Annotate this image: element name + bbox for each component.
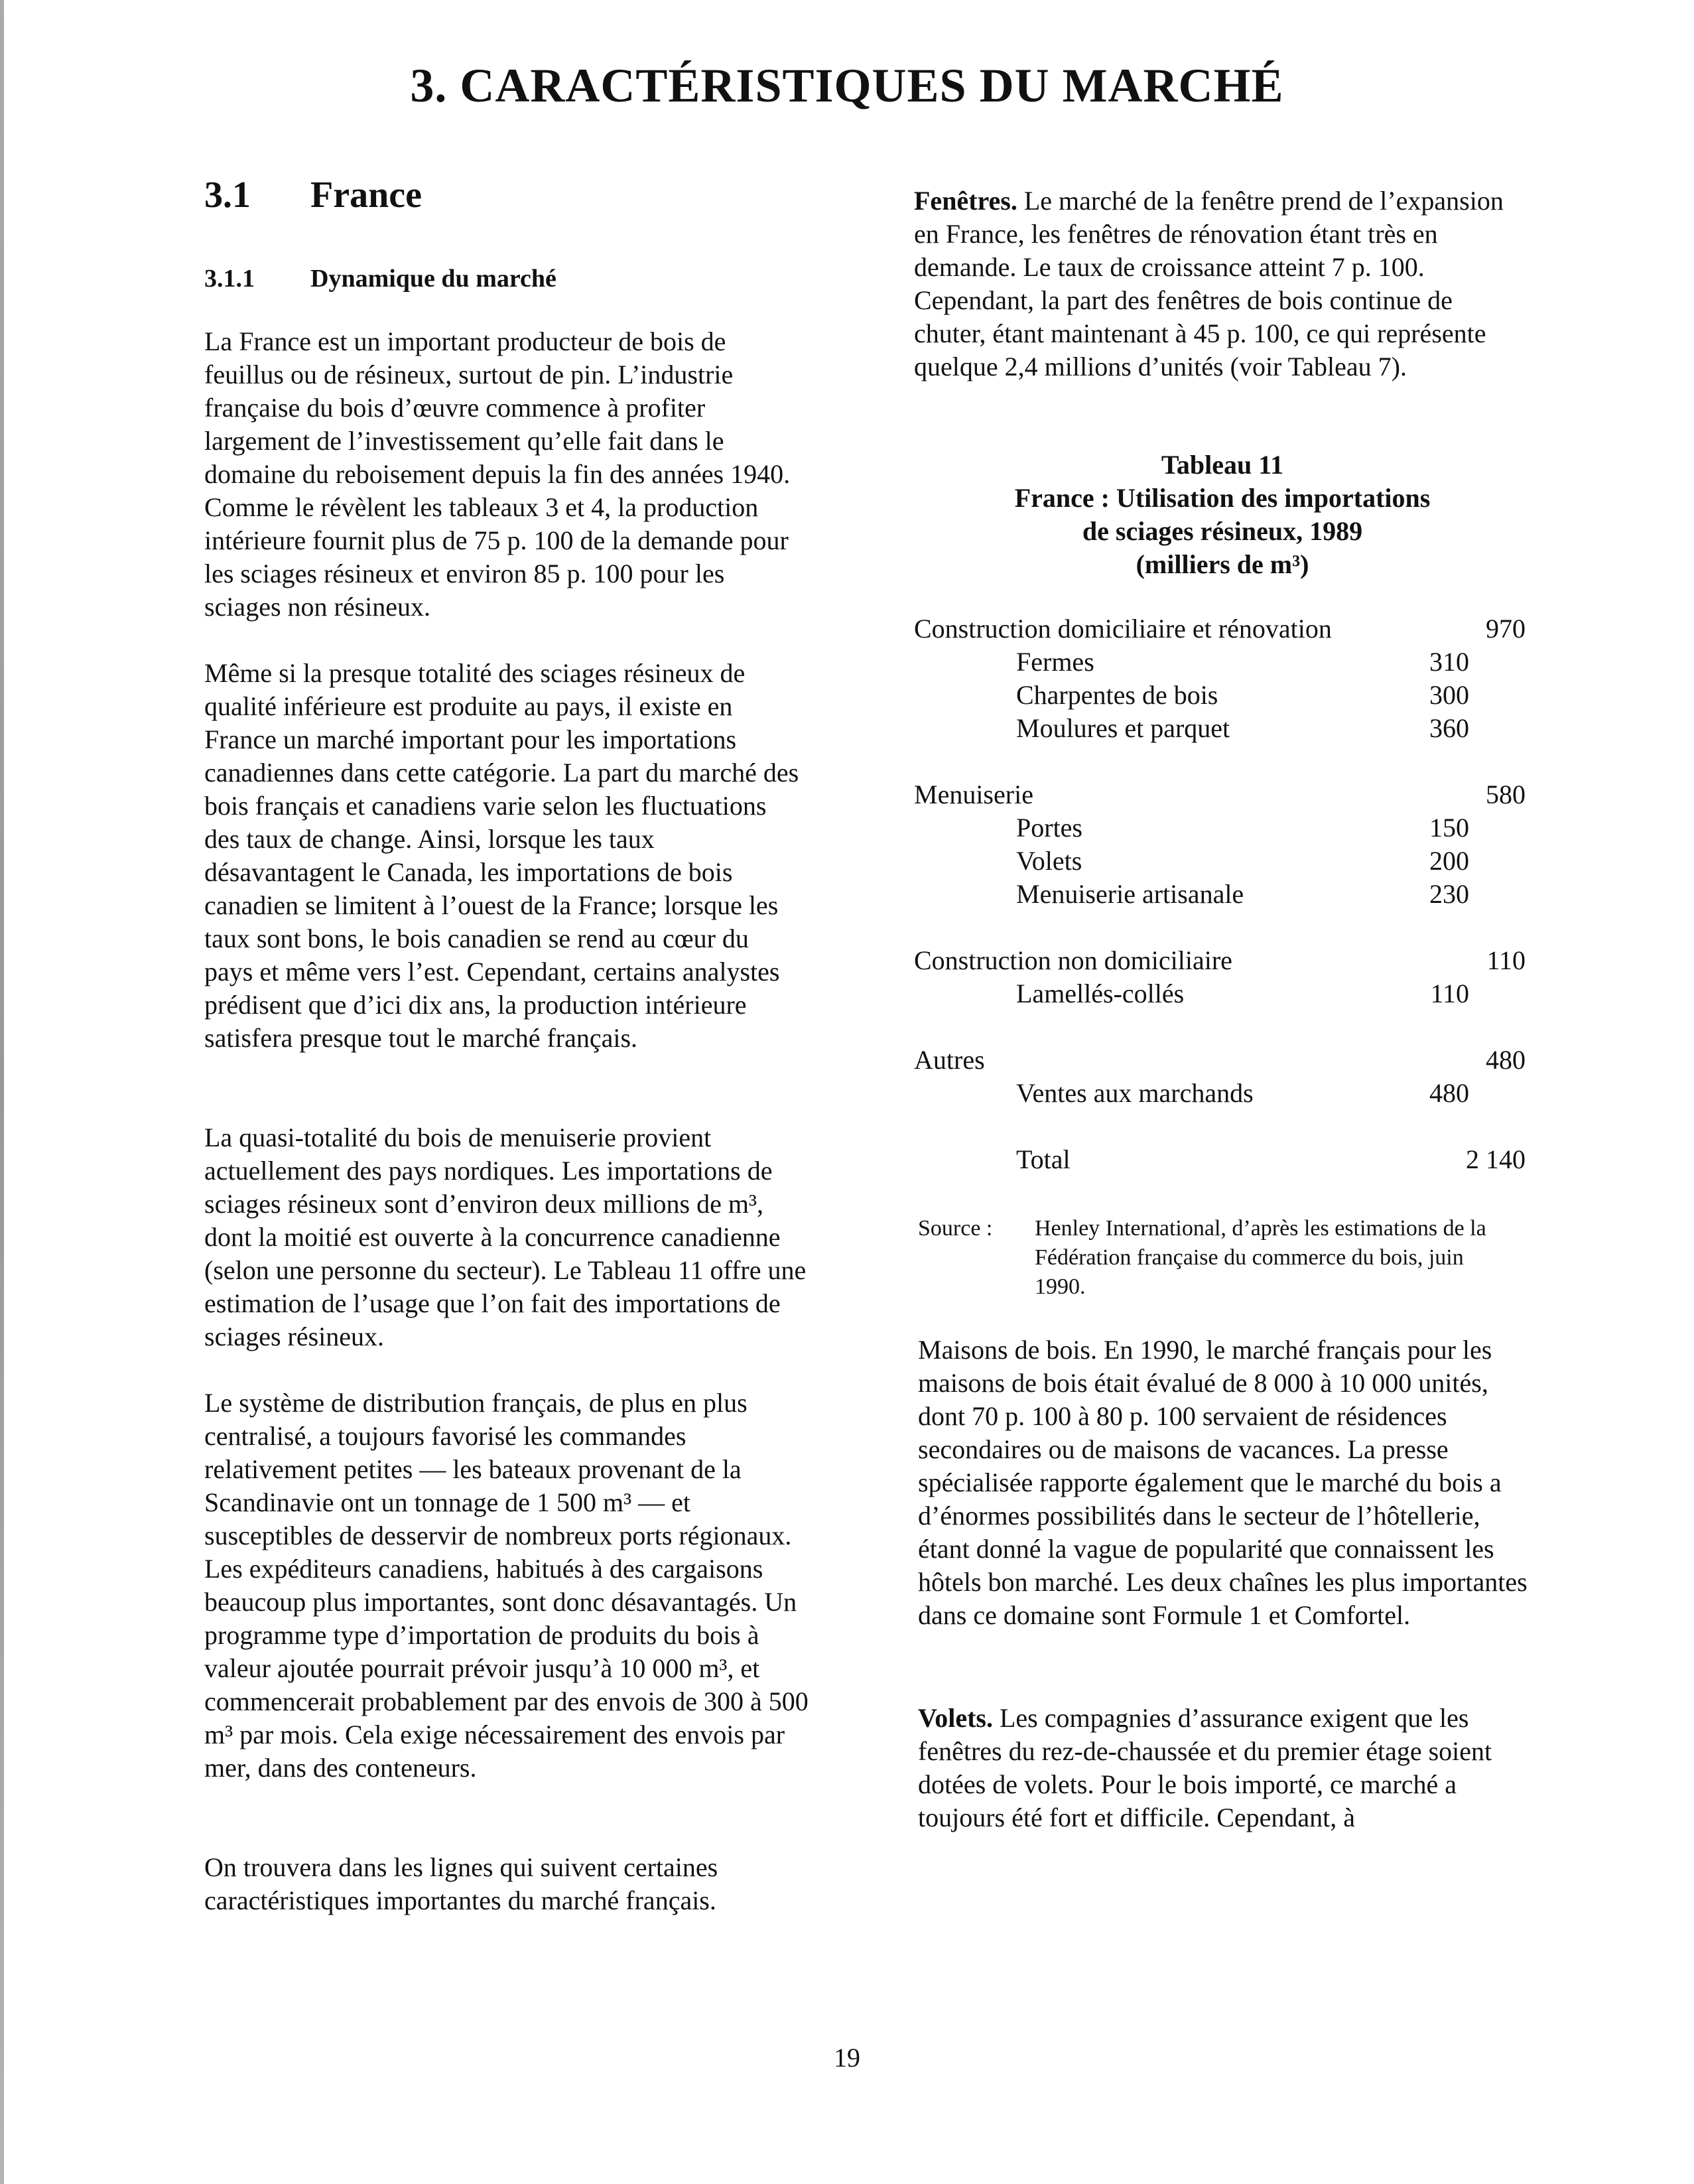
table-caption-line-1: Tableau 11 [1161,450,1284,480]
maisons-text: En 1990, le marché français pour les maisons de bois était évalué de 8 000 à 10 000 unités, dont 70 p. 100 à 80 p. 100 servaient de résidences secondaires ou de maisons de vacances. La presse spécialisée rapporte également que le marché du bois a d’énormes possibilités dans le secteur de l’hôtellerie, étant donné la vague de popularité que connaissent les hôtels bon marché. Les deux chaînes les plus importantes dans ce domaine sont Formule 1 et Comfortel. [918,1335,1528,1630]
table-row-label: Menuiserie [914,780,1033,809]
paragraph-volets [918,1702,1528,1834]
page-number: 19 [834,2043,860,2073]
source-label: Source : [918,1216,993,1241]
subsection-number: 3.1.1 [204,265,255,293]
table-row-label: Ventes aux marchands [1016,1078,1254,1108]
table-row-value: 580 [1486,780,1526,809]
volets-lead: Volets. [918,1703,993,1733]
paragraph-menuiserie: La quasi-totalité du bois de menuiserie provient actuellement des pays nordiques. Les importations de sciages résineux sont d’environ deux millions de m³, dont la moitié est ouverte à la concurrence canadienne (selon une personne du secteur). Le Tableau 11 offre une estimation de l’usage que l’on fait des importations de sciages résineux. [204,1123,807,1351]
table-caption-line-3: de sciages résineux, 1989 [1082,516,1363,546]
paragraph-fenetres [914,184,1531,383]
table-row-value: 110 [1430,979,1469,1008]
table-caption [914,448,1531,581]
table-row-label: Total [1016,1144,1071,1174]
paragraph-outro: On trouvera dans les lignes qui suivent certaines caractéristiques importantes du marché français. [204,1852,718,1915]
table-row-value: 970 [1486,614,1526,644]
paragraph-maisons [918,1333,1528,1632]
scan-edge [0,0,4,2184]
paragraph-imports: Même si la presque totalité des sciages résineux de qualité inférieure est produite au pays, il existe en France un marché important pour les importations canadiennes dans cette catégorie. La part du marché des bois français et canadiens varie selon les fluctuations des taux de change. Ainsi, lorsque les taux désavantagent le Canada, les importations de bois canadien se limitent à l’ouest de la France; lorsque les taux sont bons, le bois canadien se rend au cœur du pays et même vers l’est. Cependant, certains analystes prédisent que d’ici dix ans, la production intérieure satisfera presque tout le marché français. [204,658,799,1053]
table-row-label: Construction domiciliaire et rénovation [914,614,1332,644]
table-row-value: 230 [1429,879,1469,909]
fenetres-text: Le marché de la fenêtre prend de l’expansion en France, les fenêtres de rénovation étant très en demande. Le taux de croissance atteint 7 p. 100. Cependant, la part des fenêtres de bois continue de chuter, étant maintenant à 45 p. 100, ce qui représente quelque 2,4 millions d’unités (voir Tableau 7). [914,186,1504,381]
subsection-title: Dynamique du marché [310,265,556,293]
volets-text: Les compagnies d’assurance exigent que les fenêtres du rez-de-chaussée et du premier étage soient dotées de volets. Pour le bois importé, ce marché a toujours été fort et difficile. Cependant, à [918,1703,1492,1832]
subsection-heading [204,264,556,293]
maisons-lead: Maisons de bois. [918,1335,1097,1365]
table-row-value: 2 140 [1466,1144,1526,1174]
table-row-value: 480 [1429,1078,1469,1108]
table-row-value: 200 [1429,846,1469,876]
table-row-label: Portes [1016,813,1082,843]
table-row-label: Volets [1016,846,1082,876]
source-text: Henley International, d’après les estimations de la Fédération française du commerce du bois, juin 1990. [1035,1216,1486,1299]
table-row-value: 310 [1429,647,1469,677]
table-row-label: Fermes [1016,647,1094,677]
table-caption-line-4: (milliers de m³) [1136,549,1309,579]
section-heading [204,174,422,216]
chapter-title: 3. CARACTÉRISTIQUES DU MARCHÉ [410,59,1284,112]
table-row-label: Moulures et parquet [1016,713,1230,743]
table-row-value: 300 [1429,680,1469,710]
paragraph-distribution: Le système de distribution français, de plus en plus centralisé, a toujours favorisé les commandes relativement petites — les bateaux provenant de la Scandinavie ont un tonnage de 1 500 m³ — et susceptibles de desservir de nombreux ports régionaux. Les expéditeurs canadiens, habitués à des cargaisons beaucoup plus importantes, sont donc désavantagés. Un programme type d’importation de produits du bois à valeur ajoutée pourrait prévoir jusqu’à 10 000 m³, et commencerait probablement par des envois de 300 à 500 m³ par mois. Cela exige nécessairement des envois par mer, dans des conteneurs. [204,1388,809,1783]
table-row-label: Lamellés-collés [1016,979,1185,1008]
table-row-label: Menuiserie artisanale [1016,879,1244,909]
paragraph-intro: La France est un important producteur de bois de feuillus ou de résineux, surtout de pin. L’industrie française du bois d’œuvre commence à profiter largement de l’investissement qu’elle fait dans le domaine du reboisement depuis la fin des années 1940. Comme le révèlent les tableaux 3 et 4, la production intérieure fournit plus de 75 p. 100 de la demande pour les sciages résineux et environ 85 p. 100 pour les sciages non résineux. [204,326,791,622]
table-row-value: 360 [1429,713,1469,743]
table-caption-line-2: France : Utilisation des importations [1014,483,1431,513]
table-row-value: 480 [1486,1045,1526,1075]
fenetres-lead: Fenêtres. [914,186,1017,216]
table-row-label: Construction non domiciliaire [914,945,1232,975]
table-row-value: 150 [1429,813,1469,843]
table-row-value: 110 [1486,945,1526,975]
section-title: France [310,174,422,216]
table-row-label: Autres [914,1045,985,1075]
table-row-label: Charpentes de bois [1016,680,1218,710]
section-number: 3.1 [204,174,251,216]
